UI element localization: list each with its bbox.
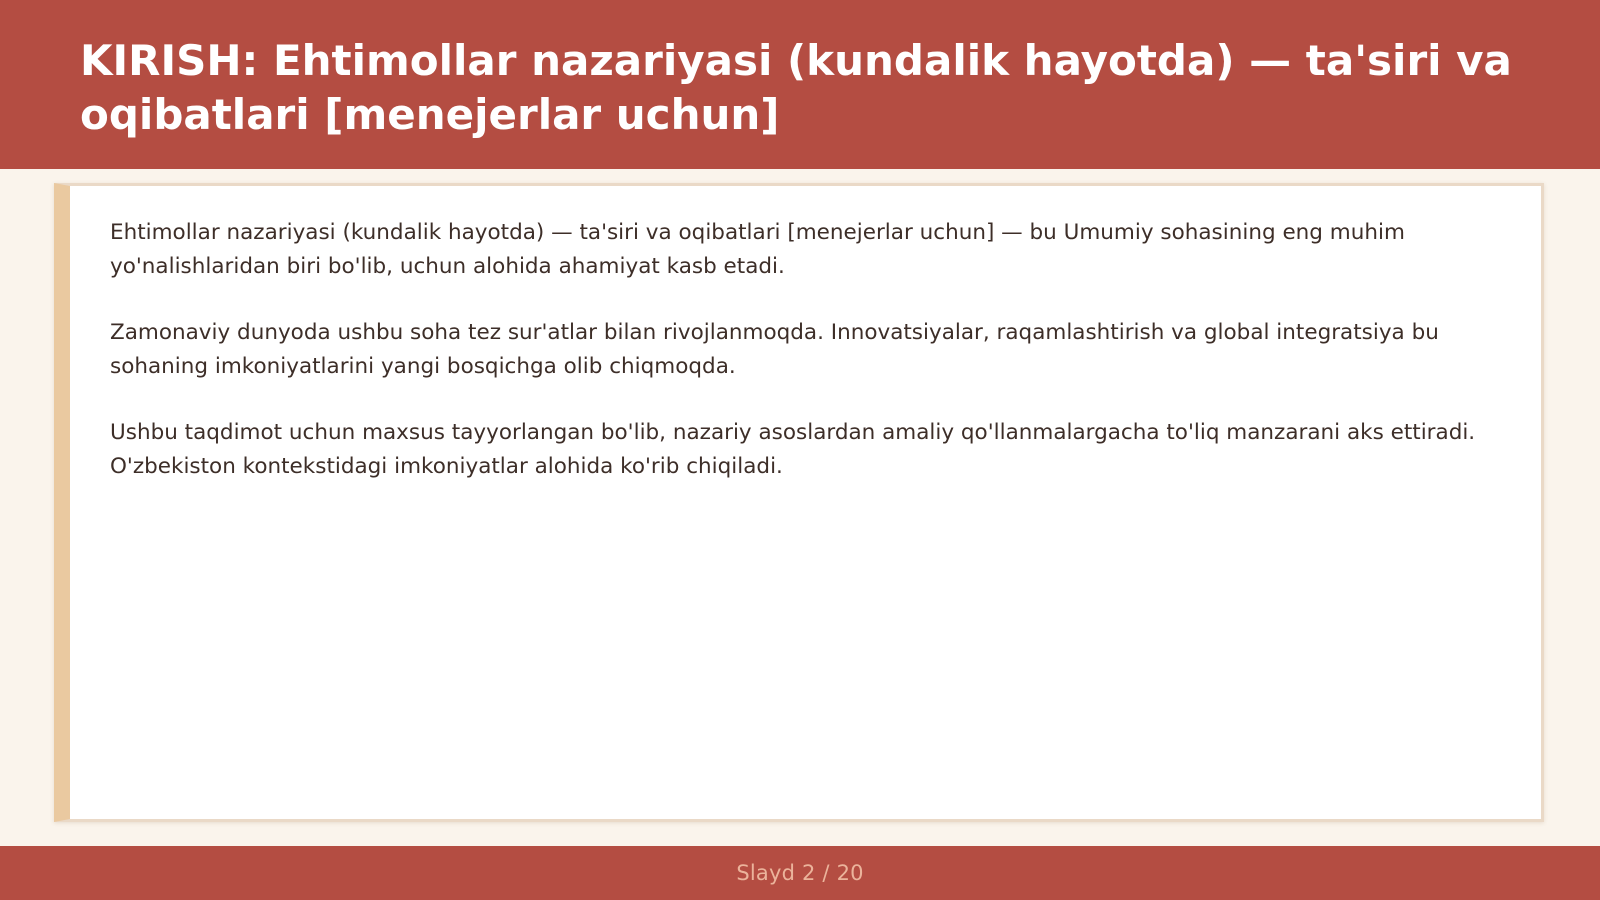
intro-paragraph: Ehtimollar nazariyasi (kundalik hayotda) — ta'siri va oqibatlari [menejerlar uchun] — bu Umumiy sohasining eng muhim yo'nalishlaridan biri bo'lib, uchun alohida ahamiyat kasb etadi. xyxy=(110,220,1405,279)
development-paragraph: Zamonaviy dunyoda ushbu soha tez sur'atlar bilan rivojlanmoqda. Innovatsiyalar, raqamlashtirish va global integratsiya bu sohaning imkoniyatlarini yangi bosqichga olib chiqmoqda. xyxy=(110,320,1439,379)
slide-footer xyxy=(0,846,1600,900)
slide-number: Slayd 2 / 20 xyxy=(736,861,864,885)
slide-title: KIRISH: Ehtimollar nazariyasi (kundalik hayotda) — ta'siri va oqibatlari [menejerlar uchun] xyxy=(80,36,1512,139)
presentation-purpose-paragraph: Ushbu taqdimot uchun maxsus tayyorlangan bo'lib, nazariy asoslardan amaliy qo'llanmalargacha to'liq manzarani aks ettiradi. O'zbekiston kontekstidagi imkoniyatlar alohida ko'rib chiqiladi. xyxy=(110,420,1476,479)
slide-header xyxy=(0,0,1600,169)
content-card xyxy=(54,183,1544,822)
